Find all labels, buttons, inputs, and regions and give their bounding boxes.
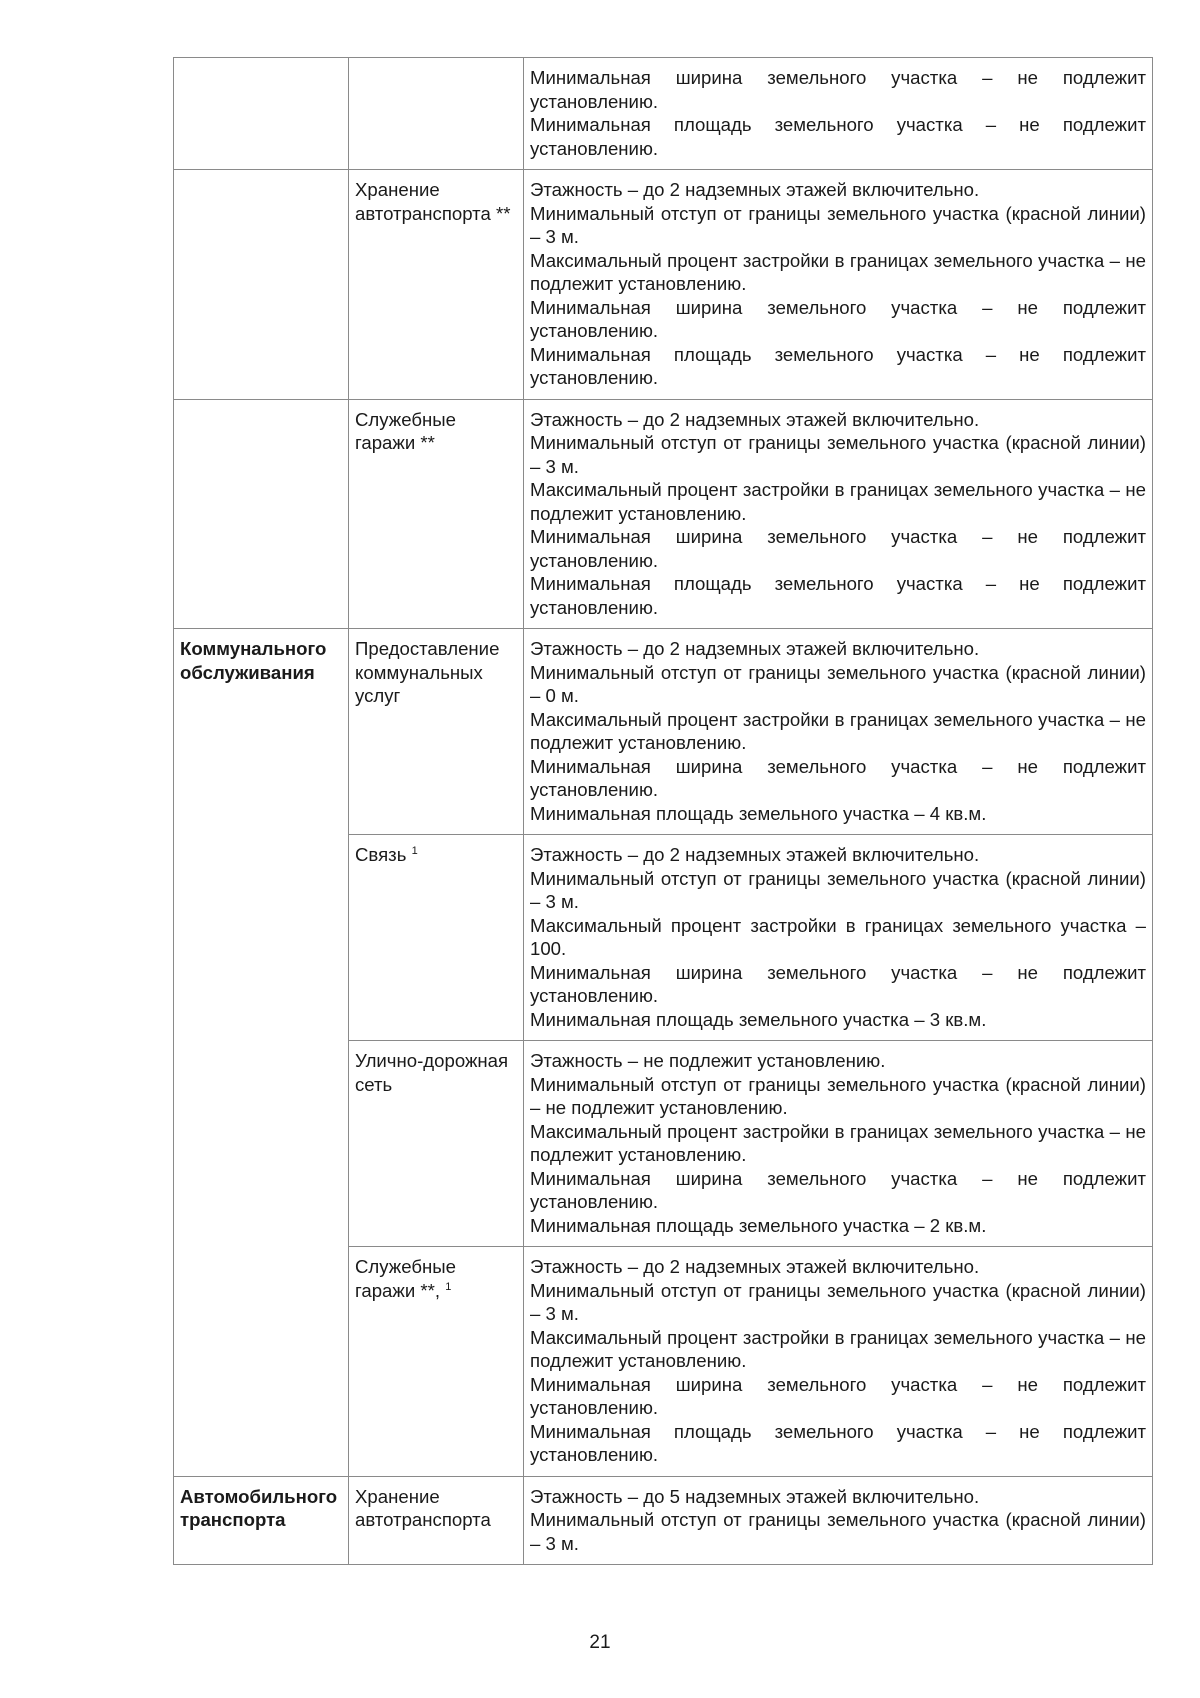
parameter-line: Минимальная ширина земельного участка – не подлежит установлению. <box>530 1373 1146 1418</box>
parameter-line: Минимальная площадь земельного участка – 4 кв.м. <box>530 802 987 824</box>
parameter-line: Минимальная ширина земельного участка – не подлежит установлению. <box>530 755 1146 800</box>
parameter-line: Этажность – до 2 надземных этажей включительно. <box>530 844 980 865</box>
page-number: 21 <box>589 1632 611 1653</box>
table-body <box>174 58 1153 1565</box>
parameters-cell <box>524 58 1153 170</box>
parameter-line: Минимальный отступ от границы земельного участка (красной линии) – 3 м. <box>530 1279 1146 1324</box>
parameter-line: Максимальный процент застройки в границах земельного участка – не подлежит установлению. <box>530 249 1146 294</box>
parameters-cell <box>524 629 1153 835</box>
parameter-line: Минимальная площадь земельного участка – не подлежит установлению. <box>530 343 1146 388</box>
use-type-label: Служебные гаражи **, <box>355 1256 456 1301</box>
land-use-regulations-table <box>173 57 1153 1565</box>
group-cell <box>174 399 349 629</box>
parameter-line: Этажность – до 2 надземных этажей включительно. <box>530 179 980 200</box>
use-type-cell <box>349 399 524 629</box>
parameter-line: Минимальный отступ от границы земельного участка (красной линии) – не подлежит установлению. <box>530 1073 1146 1118</box>
parameters-cell <box>524 835 1153 1041</box>
table-row <box>174 170 1153 400</box>
parameter-line: Минимальная площадь земельного участка – не подлежит установлению. <box>530 114 1146 159</box>
use-type-cell <box>349 629 524 835</box>
parameter-line: Минимальная площадь земельного участка – 3 кв.м. <box>530 1008 987 1030</box>
use-type-cell <box>349 170 524 400</box>
footnote-mark: 1 <box>445 1280 452 1293</box>
parameter-line: Максимальный процент застройки в границах земельного участка – не подлежит установлению. <box>530 1120 1146 1165</box>
parameter-line: Минимальный отступ от границы земельного участка (красной линии) – 3 м. <box>530 432 1146 477</box>
parameter-line: Минимальная площадь земельного участка – 2 кв.м. <box>530 1214 987 1236</box>
parameter-line: Минимальный отступ от границы земельного участка (красной линии) – 3 м. <box>530 202 1146 247</box>
parameter-line: Минимальная ширина земельного участка – не подлежит установлению. <box>530 296 1146 341</box>
parameter-line: Максимальный процент застройки в границах земельного участка – не подлежит установлению. <box>530 1326 1146 1371</box>
use-type-label: Хранение автотранспорта ** <box>355 179 511 224</box>
use-type-label: Улично-дорожная сеть <box>355 1050 509 1095</box>
use-type-label: Служебные гаражи ** <box>355 408 456 453</box>
parameter-line: Максимальный процент застройки в границах земельного участка – 100. <box>530 914 1146 959</box>
group-cell <box>174 170 349 400</box>
use-type-cell <box>349 835 524 1041</box>
parameters-cell <box>524 1476 1153 1565</box>
parameters-cell <box>524 1041 1153 1247</box>
group-cell <box>174 58 349 170</box>
parameter-line: Этажность – до 2 надземных этажей включительно. <box>530 408 980 430</box>
parameter-line: Минимальная ширина земельного участка – не подлежит установлению. <box>530 67 1146 112</box>
use-type-label: Связь <box>355 844 407 865</box>
parameter-line: Минимальная площадь земельного участка – не подлежит установлению. <box>530 573 1146 618</box>
parameter-line: Минимальный отступ от границы земельного участка (красной линии) – 3 м. <box>530 867 1146 912</box>
use-type-label: Хранение автотранспорта <box>355 1485 491 1530</box>
table-row <box>174 1476 1153 1565</box>
group-cell: Автомобильного транспорта <box>174 1476 349 1565</box>
parameter-line: Минимальная площадь земельного участка – не подлежит установлению. <box>530 1420 1146 1465</box>
parameter-line: Минимальный отступ от границы земельного участка (красной линии) – 3 м. <box>530 1509 1146 1554</box>
group-cell: Коммунального обслуживания <box>174 629 349 1477</box>
table-row <box>174 629 1153 835</box>
parameter-line: Этажность – до 2 надземных этажей включительно. <box>530 1256 980 1277</box>
footnote-mark: 1 <box>411 844 418 857</box>
parameter-line: Этажность – до 5 надземных этажей включительно. <box>530 1485 980 1507</box>
use-type-cell <box>349 1041 524 1247</box>
parameter-line: Этажность – до 2 надземных этажей включительно. <box>530 638 980 659</box>
parameter-line: Минимальная ширина земельного участка – не подлежит установлению. <box>530 1167 1146 1212</box>
table-row <box>174 58 1153 170</box>
parameter-line: Минимальный отступ от границы земельного участка (красной линии) – 0 м. <box>530 661 1146 706</box>
parameter-line: Минимальная ширина земельного участка – не подлежит установлению. <box>530 526 1146 571</box>
parameter-line: Максимальный процент застройки в границах земельного участка – не подлежит установлению. <box>530 479 1146 524</box>
parameter-line: Этажность – не подлежит установлению. <box>530 1050 886 1071</box>
use-type-cell <box>349 1476 524 1565</box>
use-type-label: Предоставление коммунальных услуг <box>355 638 500 706</box>
parameter-line: Минимальная ширина земельного участка – не подлежит установлению. <box>530 961 1146 1006</box>
parameters-cell <box>524 1247 1153 1477</box>
use-type-cell <box>349 1247 524 1477</box>
table-row <box>174 399 1153 629</box>
parameters-cell <box>524 399 1153 629</box>
parameters-cell <box>524 170 1153 400</box>
parameter-line: Максимальный процент застройки в границах земельного участка – не подлежит установлению. <box>530 708 1146 753</box>
use-type-cell <box>349 58 524 170</box>
